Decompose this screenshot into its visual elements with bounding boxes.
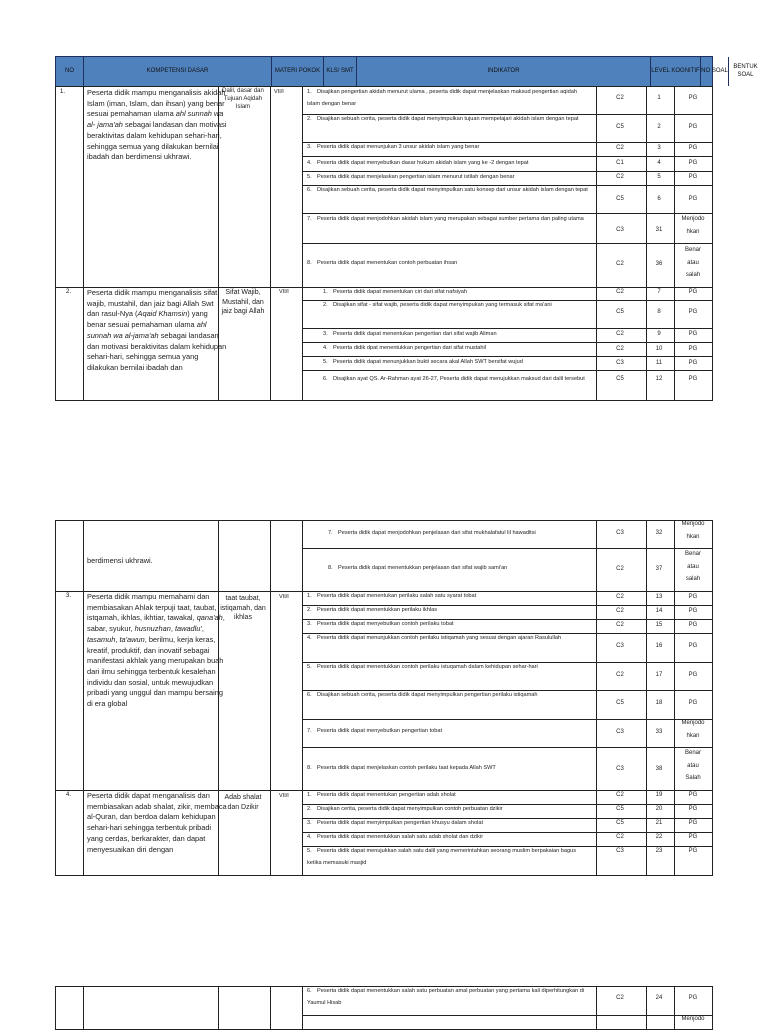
bentuk-soal-cell: PG xyxy=(688,145,698,151)
level-cell: C2 xyxy=(616,95,624,101)
no-soal-cell: 4 xyxy=(657,160,661,166)
no-soal-cell: 6 xyxy=(657,196,661,202)
indicator-row: 2. Peserta didik dapat menentukkan perilaku ikhlas xyxy=(307,607,438,613)
bentuk-soal-cell: PG xyxy=(688,848,698,854)
level-cell: C3 xyxy=(616,530,624,536)
section-4-kls: VII/I xyxy=(279,793,289,799)
bentuk-soal-cell: PG xyxy=(688,95,698,101)
bentuk-soal-cell: PG xyxy=(688,792,698,798)
no-soal-cell: 17 xyxy=(655,672,663,678)
level-cell: C5 xyxy=(616,820,624,826)
bentuk-soal-cell: Menjodo xyxy=(681,1016,705,1022)
no-soal-cell: 13 xyxy=(655,594,663,600)
no-soal-cell: 37 xyxy=(655,566,663,572)
bentuk-soal-cell: PG xyxy=(688,289,698,295)
section-1-kompetensi-dasar: Peserta didik mampu menganalisis akidah Islam (iman, Islam, dan ihsan) yang benar sesuai pemahaman ulama ahl sunnah wa al- jama'ah sebagai landasan dan motivasi beraktivitas dalam kehidupan sehari-hari, sehingga semua yang dilakukan bernilai ibadah dan berdimensi ukhrawi. xyxy=(87,88,227,162)
header-no-soal: NO SOAL xyxy=(701,57,729,86)
indicator-row: 1. Peserta didik dapat menentukan ciri dari sifat nafsiyah xyxy=(323,289,468,295)
level-cell: C2 xyxy=(616,566,624,572)
indicator-row: 5. Peserta didik dapat menujukkan salah satu dalil yang memerintahkan seorang muslim berpakaian bagus ketika memasuki masjid xyxy=(307,848,577,866)
indicator-row: 8. Peserta didik dapat menentukan contoh perbuatan ihsan xyxy=(307,260,458,266)
section-4-number: 4. xyxy=(66,792,72,798)
bentuk-soal-cell: PG xyxy=(688,622,698,628)
indicator-row: 4. Peserta didik dpat menentukkan pengertian dari sifat mustahil xyxy=(323,345,486,351)
no-soal-cell: 22 xyxy=(655,834,663,840)
no-soal-cell: 38 xyxy=(655,766,663,772)
header-bentuk-soal: BENTUK SOAL xyxy=(733,63,758,78)
no-soal-cell: 8 xyxy=(657,309,661,315)
no-soal-cell: 18 xyxy=(655,700,663,706)
section-3-kls: VII/I xyxy=(279,594,289,600)
level-cell: C5 xyxy=(616,376,624,382)
indicator-row: 2. Disajikan sebuah cerita, peserta didik dapat menyimpulkan tujuan mempelajari akidah islam dengan tepat xyxy=(307,116,579,122)
bentuk-soal-cell: Menjodo hkan xyxy=(681,216,705,235)
indicator-row: 2. Disajikan sifat - sifat wajib, peserta didik dapat menyimpukan yang termasuk sifat ma'ani xyxy=(323,302,552,308)
level-cell: C3 xyxy=(616,848,624,854)
indicator-row: 1. Peserta didik dapat menentukan pengertian adab sholat xyxy=(307,792,456,798)
no-soal-cell: 36 xyxy=(655,261,663,267)
indicator-row: 4. Peserta didik dapat menentukkan salah satu adab sholat dan dzikir xyxy=(307,834,484,840)
bentuk-soal-cell: PG xyxy=(688,174,698,180)
bentuk-soal-cell: Menjodo hkan xyxy=(681,521,705,540)
section-1-materi-pokok: Dalil, dasar dan Tujuan Aqidah Islam xyxy=(222,88,264,110)
no-soal-cell: 7 xyxy=(657,289,661,295)
level-cell: C3 xyxy=(616,643,624,649)
header-materi-pokok: MATERI POKOK xyxy=(272,57,324,86)
level-cell: C5 xyxy=(616,309,624,315)
no-soal-cell: 31 xyxy=(655,227,663,233)
bentuk-soal-cell: Menjodo hkan xyxy=(681,720,705,739)
header-no: NO xyxy=(56,57,84,86)
table-header xyxy=(55,56,758,87)
no-soal-cell: 32 xyxy=(655,530,663,536)
bentuk-soal-cell: PG xyxy=(688,820,698,826)
indicator-row: 7. Peserta didik dapat menyebutkan pengertian tobat xyxy=(307,728,443,734)
no-soal-cell: 16 xyxy=(655,643,663,649)
level-cell: C2 xyxy=(616,261,624,267)
indicator-row: 7. Peserta didik dapat menjodohkan penjelasan dari sifat mukhalafatul lil hawaditsi xyxy=(328,530,536,536)
level-cell: C2 xyxy=(616,145,624,151)
indicator-row: 2. Disajikan cerita, peserta didik dapat menyimpulkan contoh perbuatan dzikir xyxy=(307,806,503,812)
no-soal-cell: 20 xyxy=(655,806,663,812)
indicator-row: 8. Peserta didik dapat menjelaskan contoh perilaku taat kepada Allah SWT xyxy=(307,765,496,771)
indicator-row: 5. Peserta didik dapat menjelaskan pengertian islam menurut istilah dengan benar xyxy=(307,174,515,180)
no-soal-cell: 23 xyxy=(655,848,663,854)
no-soal-cell: 9 xyxy=(657,331,661,337)
level-cell: C2 xyxy=(616,622,624,628)
bentuk-soal-cell: PG xyxy=(688,643,698,649)
no-soal-cell: 14 xyxy=(655,608,663,614)
section-1-kls: VII/I xyxy=(274,89,284,95)
bentuk-soal-cell: Benar atau salah xyxy=(684,247,701,278)
bentuk-soal-cell: PG xyxy=(688,346,698,352)
header-level-kognitif: LEVEL KOGNITIF xyxy=(651,57,701,86)
indicator-row: 5. Peserta didik dapat menunjukkan bukti secara akal Allah SWT bersifat wujud xyxy=(323,359,523,365)
no-soal-cell: 33 xyxy=(655,729,663,735)
header-indikator: INDIKATOR xyxy=(357,57,651,86)
section-2-kls: VII/I xyxy=(279,289,289,295)
indicator-row: 3. Peserta didik dapat menyimpulkan pengertian khusyu dalam sholat xyxy=(307,820,484,826)
bentuk-soal-cell: PG xyxy=(688,124,698,130)
indicator-row: 4. Peserta didik dapat menyebutkan dasar hukum akidah islam yang ke -2 dengan tepat xyxy=(307,160,529,166)
level-cell: C3 xyxy=(616,360,624,366)
no-soal-cell: 10 xyxy=(655,346,663,352)
level-cell: C5 xyxy=(616,806,624,812)
level-cell: C2 xyxy=(616,289,624,295)
section-2-materi-pokok: Sifat Wajib, Mustahil, dan jaiz bagi Allah xyxy=(221,289,265,315)
level-cell: C3 xyxy=(616,729,624,735)
section-3-materi-pokok: taat taubat, istiqamah, dan ikhlas xyxy=(220,595,266,621)
bentuk-soal-cell: PG xyxy=(688,700,698,706)
bentuk-soal-cell: PG xyxy=(688,806,698,812)
bentuk-soal-cell: PG xyxy=(688,834,698,840)
section-4-materi-pokok: Adab shalat dan Dzikir xyxy=(224,794,262,811)
bentuk-soal-cell: Benar atau salah xyxy=(684,551,701,582)
indicator-row: 1. Disajikan pengertian akidah menurut ulama , peserta didik dapat menjelaskan maksud pengertian aqidah islam dengan benar xyxy=(307,89,577,107)
no-soal-cell: 24 xyxy=(655,995,663,1001)
bentuk-soal-cell: PG xyxy=(688,995,698,1001)
level-cell: C2 xyxy=(616,995,624,1001)
level-cell: C2 xyxy=(616,346,624,352)
no-soal-cell: 12 xyxy=(655,376,663,382)
level-cell: C2 xyxy=(616,672,624,678)
indicator-row: 5. Peserta didik dapat menentukkan contoh perilaku istuqamah dalam kehidupan sehar-hari xyxy=(307,664,538,670)
level-cell: C5 xyxy=(616,196,624,202)
no-soal-cell: 3 xyxy=(657,145,661,151)
section-1-number: 1. xyxy=(60,89,66,95)
level-cell: C2 xyxy=(616,608,624,614)
level-cell: C2 xyxy=(616,331,624,337)
no-soal-cell: 5 xyxy=(657,174,661,180)
no-soal-cell: 15 xyxy=(655,622,663,628)
bentuk-soal-cell: PG xyxy=(688,196,698,202)
level-cell: C1 xyxy=(616,160,624,166)
indicator-row: 3. Peserta didik dapat menyebutkan contoh perilaku tobat xyxy=(307,621,454,627)
indicator-row: 6. Disajikan ayat QS. Ar-Rahman ayat 26-27, Peserta didik dapat menujukkan maksud dari dalil tersebut xyxy=(323,376,585,382)
level-cell: C2 xyxy=(616,834,624,840)
indicator-row: 4. Peserta didik dapat menunjukkan contoh perilaku istiqamah yang sesuai dengan ajaran Rasulullah xyxy=(307,635,562,641)
bentuk-soal-cell: PG xyxy=(688,331,698,337)
section-2-number: 2. xyxy=(66,289,72,295)
section-4-kompetensi-dasar: Peserta didik dapat menganalisis dan membiasakan adab shalat, zikir, membaca al-Quran, dan berdoa dalam kehidupan sehari-hari sehingga terbentuk pribadi yang cerdas, berkarakter, dan dapat menyesuaikan diri dengan xyxy=(87,791,227,854)
bentuk-soal-cell: PG xyxy=(688,160,698,166)
section-3-number: 3. xyxy=(66,593,72,599)
bentuk-soal-cell: PG xyxy=(688,376,698,382)
no-soal-cell: 19 xyxy=(655,792,663,798)
indicator-row: 6. Disajikan sebuah cerita, peserta didik dapat menyimpulkan pengertian perilaku istiqamah xyxy=(307,692,538,698)
no-soal-cell: 11 xyxy=(655,360,663,366)
section-3-kompetensi-dasar: Peserta didik mampu memahami dan membiasakan Ahlak terpuji taat, taubat, istqamah, ikhlas, ikhtiar, tawakal, qana'ah, sabar, syukur, husnuzhan, tawadlu', tasamuh, ta'awun, berilmu, kerja keras, kreatif, produktif, dan inovatif sebagai manifestasi akhlak yang merupakan buah dari ilmu sehingga terbentuk kesalehan individu dan sosial, untuk mewujudkan pribadi yang unggul dan mampu bersaing di era global xyxy=(87,592,225,709)
indicator-row: 1. Peserta didik dapat menentukan perilaku salah satu syarat tobat xyxy=(307,593,477,599)
indicator-row: 3. Peserta didik dapat menunjukan 3 unsur akidah islam yang benar xyxy=(307,144,480,150)
header-kls-smt: KLS/ SMT xyxy=(324,57,357,86)
indicator-row: 6. Disajikan sebuah cerita, peserta didik dapat menyimpulkan satu konsep dari unsur akidah islam dengan tepat xyxy=(307,187,588,193)
bentuk-soal-cell: PG xyxy=(688,360,698,366)
no-soal-cell: 1 xyxy=(657,95,661,101)
bentuk-soal-cell: PG xyxy=(688,608,698,614)
bentuk-soal-cell: PG xyxy=(688,309,698,315)
section-2-kompetensi-dasar: Peserta didik mampu menganalisis sifat wajib, mustahil, dan jaiz bagi Allah Swt dan rasul-Nya (Aqaid Khamsin) yang benar sesuai pemahaman ulama ahl sunnah wa al-jama'ah sebagai landasan dan motivasi beraktivitas dalam kehidupan sehari-hari, sehingga semua yang dilakukan bernilai ibadah dan xyxy=(87,288,227,372)
level-cell: C3 xyxy=(616,766,624,772)
bentuk-soal-cell: Benar atau Salah xyxy=(684,750,701,781)
indicator-row: 6. Peserta didik dapat menentukkan salah satu perbuatan amal perbuatan yang pertama kali diperhitungkan di Yaumul Hisab xyxy=(307,988,585,1006)
indicator-row: 3. Peserta didik dapat menentukan pengertian dari sifat wajib Aliman xyxy=(323,331,497,337)
level-cell: C5 xyxy=(616,700,624,706)
bentuk-soal-cell: PG xyxy=(688,594,698,600)
indicator-row: 8. Peserta didik dapat menentukkan penjelasan dari sifat wajib sami'an xyxy=(328,565,508,571)
no-soal-cell: 2 xyxy=(657,124,661,130)
section-2-kompetensi-dasar-cont: berdimensi ukhrawi. xyxy=(87,556,153,565)
level-cell: C3 xyxy=(616,227,624,233)
header-kompetensi-dasar: KOMPETENSI DASAR xyxy=(84,57,272,86)
bentuk-soal-cell: PG xyxy=(688,672,698,678)
level-cell: C2 xyxy=(616,174,624,180)
level-cell: C2 xyxy=(616,594,624,600)
no-soal-cell: 21 xyxy=(655,820,663,826)
level-cell: C2 xyxy=(616,792,624,798)
indicator-row: 7. Peserta didik dapat menjodohkan akidah islam yang merupakan sebagai sumber pertama dan paling utama xyxy=(307,216,584,222)
level-cell: C5 xyxy=(616,124,624,130)
